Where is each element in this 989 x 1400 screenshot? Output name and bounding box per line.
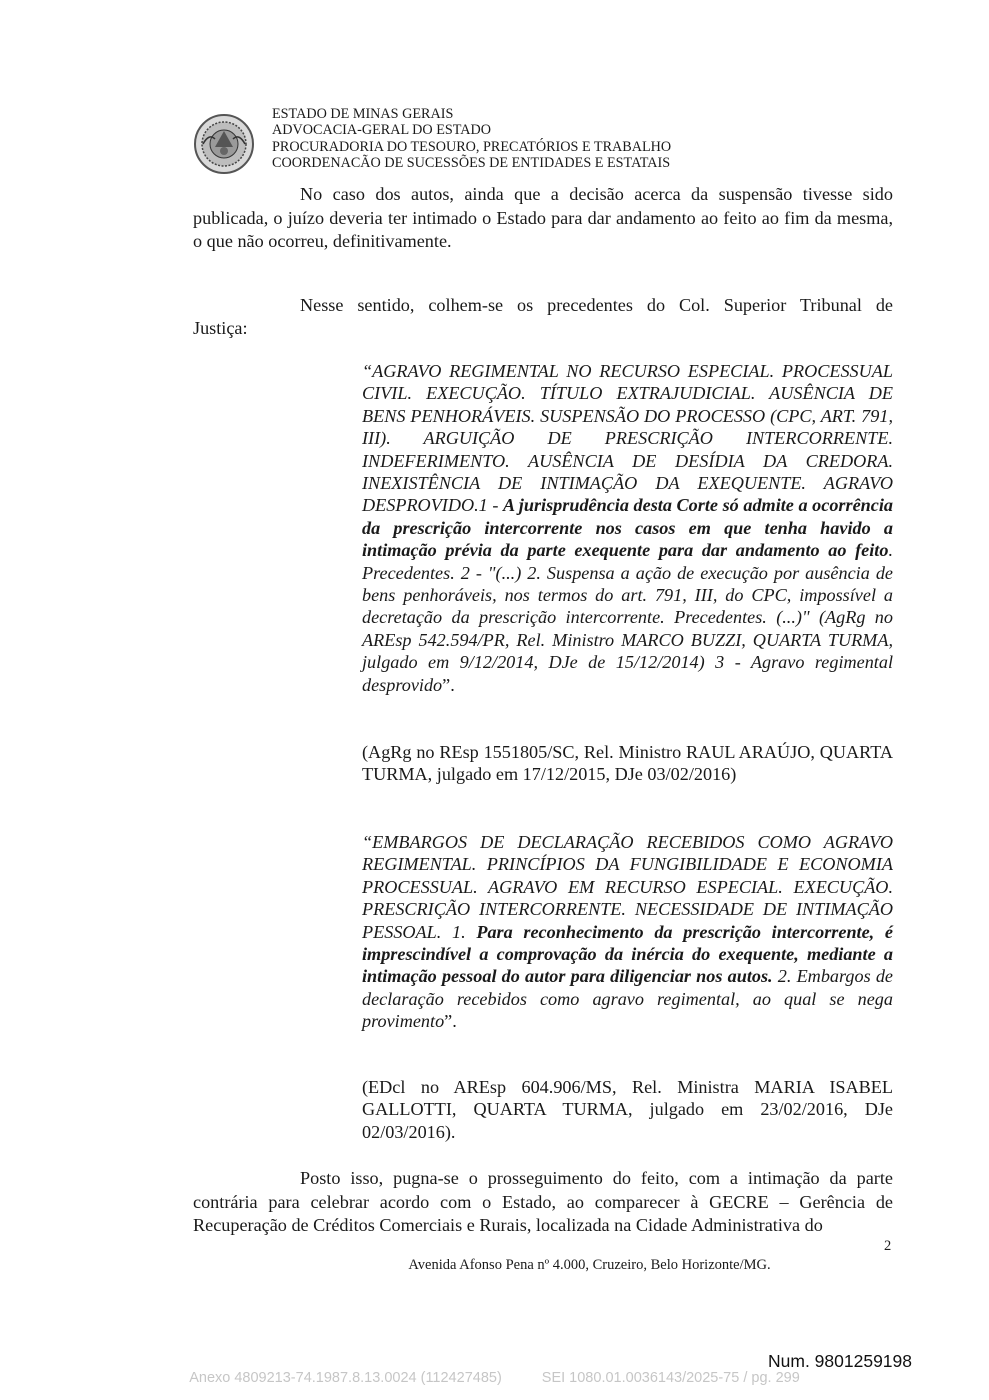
citation-1: (AgRg no REsp 1551805/SC, Rel. Ministro RAUL ARAÚJO, QUARTA TURMA, julgado em 17/12/2015, DJe 03/02/2016) bbox=[362, 742, 893, 785]
document-number: Num. 9801259198 bbox=[768, 1351, 912, 1371]
paragraph-conclusion-text: Posto isso, pugna-se o prosseguimento do feito, com a intimação da parte contrária para celebrar acordo com o Estado, ao comparecer à GECRE – Gerência de Recuperação de Créditos Comerciais e Rurais, localizada na Cidade Administrativa do bbox=[193, 1168, 893, 1236]
state-seal-icon bbox=[193, 113, 255, 175]
paragraph-intro-text: No caso dos autos, ainda que a decisão acerca da suspensão tivesse sido publicada, o juízo deveria ter intimado o Estado para dar andamento ao feito ao fim da mesma, o que não ocorreu, definitivamente. bbox=[193, 184, 893, 252]
quote-1-part2: . Precedentes. 2 - "(...) 2. Suspensa a ação de execução por ausência de bens penhoráveis, nos termos do art. 791, III, do CPC, impossível a decretação da prescrição intercorrente. Precedentes. (...)" (AgRg no AREsp 542.594/PR, Rel. Ministro MARCO BUZZI, QUARTA TURMA, julgado em 9/12/2014, DJe de 15/12/2014) 3 - Agravo regimental desprovido bbox=[362, 540, 893, 695]
footer-address: Avenida Afonso Pena nº 4.000, Cruzeiro, Belo Horizonte/MG. bbox=[408, 1257, 771, 1273]
paragraph-conclusion bbox=[193, 1167, 893, 1238]
quote-2-part2: 2. Embargos de declaração recebidos como agravo regimental, ao qual se nega provimento bbox=[362, 966, 894, 1032]
paragraph-intro bbox=[193, 183, 893, 254]
footer-sei: SEI 1080.01.0036143/2025-75 / pg. 299 bbox=[541, 1370, 800, 1386]
quote-2-part1: “EMBARGOS DE DECLARAÇÃO RECEBIDOS COMO AGRAVO REGIMENTAL. PRINCÍPIOS DA FUNGIBILIDADE E ECONOMIA PROCESSUAL. AGRAVO EM RECURSO ESPECIAL. EXECUÇÃO. PRESCRIÇÃO INTERCORRENTE. NECESSIDADE DE INTIMAÇÃO PESSOAL. 1. bbox=[362, 832, 893, 942]
quote-edcl-aresp bbox=[362, 831, 893, 1033]
letterhead-line-agency: ADVOCACIA-GERAL DO ESTADO bbox=[272, 122, 492, 139]
quote-1-close: ”. bbox=[442, 674, 455, 695]
quote-2-bold: Para reconhecimento da prescrição intercorrente, é imprescindível a comprovação da inércia do exequente, mediante a intimação pessoal do autor para diligenciar nos autos. bbox=[362, 921, 893, 987]
letterhead-line-state: ESTADO DE MINAS GERAIS bbox=[272, 106, 454, 122]
paragraph-precedents-line2: Justiça: bbox=[193, 318, 248, 338]
quote-1-bold: A jurisprudência desta Corte só admite a ocorrência da prescrição intercorrente nos casos em que tenha havido a intimação prévia da parte exequente para dar andamento ao feito bbox=[362, 495, 893, 561]
footer-watermark bbox=[0, 1370, 989, 1386]
paragraph-precedents-line1: Nesse sentido, colhem-se os precedentes do Col. Superior Tribunal de bbox=[300, 295, 893, 315]
quote-agrg-resp bbox=[362, 360, 893, 696]
citation-2: (EDcl no AREsp 604.906/MS, Rel. Ministra MARIA ISABEL GALLOTTI, QUARTA TURMA, julgado em 23/02/2016, DJe 02/03/2016). bbox=[362, 1077, 893, 1142]
quote-1-part1: “AGRAVO REGIMENTAL NO RECURSO ESPECIAL. PROCESSUAL CIVIL. EXECUÇÃO. TÍTULO EXTRAJUDICIAL. AUSÊNCIA DE BENS PENHORÁVEIS. SUSPENSÃO DO PROCESSO (CPC, ART. 791, III). ARGUIÇÃO DE PRESCRIÇÃO INTERCORRENTE. INDEFERIMENTO. AUSÊNCIA DE DESÍDIA DA CREDORA. INEXISTÊNCIA DE INTIMAÇÃO DA EXEQUENTE. AGRAVO DESPROVIDO.1 - bbox=[362, 361, 893, 516]
quote-2-close: ”. bbox=[444, 1011, 457, 1032]
letterhead-line-procuradoria: PROCURADORIA DO TESOURO, PRECATÓRIOS E TRABALHO bbox=[272, 138, 672, 155]
letterhead-line-coordenacao: COORDENACÃO DE SUCESSÕES DE ENTIDADES E ESTATAIS bbox=[272, 154, 671, 171]
letterhead bbox=[272, 106, 671, 171]
page-number: 2 bbox=[884, 1238, 892, 1254]
footer-annex: Anexo 4809213-74.1987.8.13.0024 (112427485) bbox=[189, 1370, 502, 1386]
